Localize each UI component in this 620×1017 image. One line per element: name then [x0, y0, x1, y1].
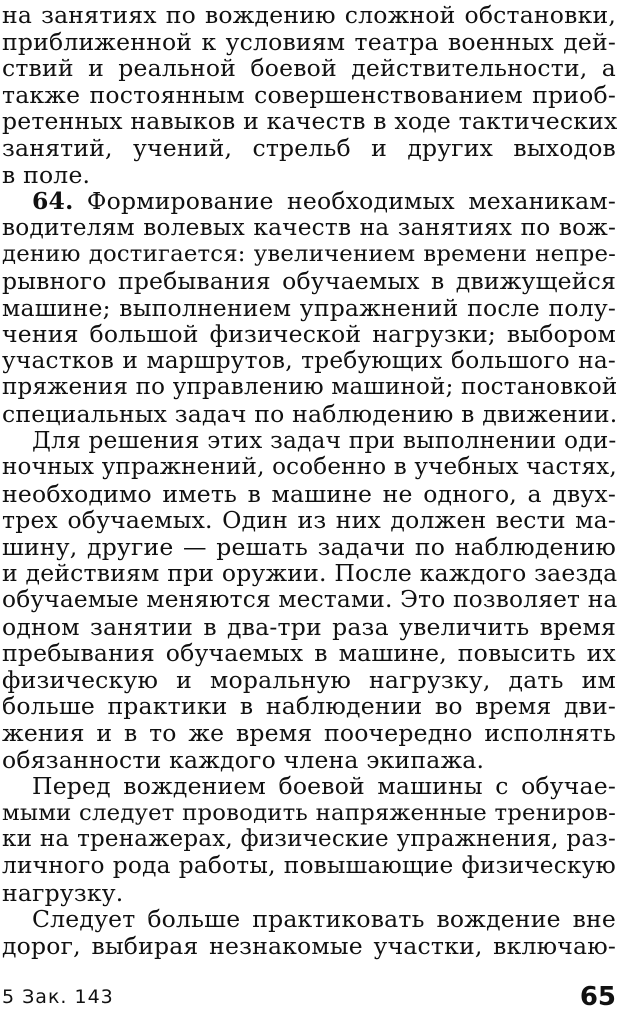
- text-line: Следует больше практиковать вождение вне: [32, 905, 616, 934]
- section-number: 64.: [32, 187, 74, 216]
- text-line: Для решения этих задач при выполнении оди-: [32, 426, 617, 454]
- text-line: шину, другие — решать задачи по наблюдению: [2, 532, 616, 561]
- text-line: пребывания обучаемых в машине, повысить их: [2, 639, 616, 668]
- text-line: обязанности каждого члена экипажа.: [2, 745, 485, 774]
- text-line: больше практики в наблюдении во время дви-: [2, 692, 616, 721]
- text-line: нагрузку.: [2, 878, 124, 907]
- page-number: 65: [579, 982, 616, 1012]
- body-text: [2, 2, 616, 959]
- text-line: необходимо иметь в машине не одного, а двух-: [2, 479, 616, 508]
- text-line: специальных задач по наблюдению в движении.: [2, 399, 618, 428]
- text-line: трех обучаемых. Один из них должен вести ма-: [2, 506, 616, 535]
- text-line: машине; выполнением упражнений после полу-: [2, 293, 616, 322]
- text-line: ки на тренажерах, физические упражнения, раз-: [2, 826, 616, 853]
- text-line: приближенной к условиям театра военных дей-: [2, 27, 616, 56]
- text-line: личного рода работы, повышающие физическую: [2, 852, 616, 879]
- paragraph-64-first-line: [2, 188, 616, 215]
- text-line: обучаемые меняются местами. Это позволяет на: [2, 586, 618, 614]
- text-line: на занятиях по вождению сложной обстановки,: [2, 1, 616, 29]
- text-line: участков и маршрутов, требующих большого на-: [2, 346, 616, 374]
- text-line: в поле.: [2, 160, 91, 189]
- text-line: рывного пребывания обучаемых в движущейся: [2, 266, 616, 295]
- text-line: жения и в то же время поочередно исполнять: [2, 719, 616, 748]
- text-line: ретенных навыков и качеств в ходе тактических: [2, 107, 618, 136]
- text-line: занятий, учений, стрельб и других выходов: [2, 133, 616, 162]
- printer-signature: 5 Зак. 143: [2, 986, 114, 1008]
- text-line: и действиям при оружии. После каждого заезда: [2, 559, 618, 588]
- text-line: физическую и моральную нагрузку, дать им: [2, 665, 616, 694]
- text-line: ствий и реальной боевой действительности, а: [2, 54, 616, 83]
- text-line: дению достигается: увеличением времени непре-: [2, 241, 616, 268]
- text-line: Перед вождением боевой машины с обучае-: [32, 772, 616, 801]
- text-line: также постоянным совершенствованием приоб-: [2, 80, 616, 109]
- book-page: [2, 0, 616, 1017]
- text-line-fragment: Формирование необходимых механикам-: [86, 187, 617, 216]
- text-line: ночных упражнений, особенно в учебных частях,: [2, 454, 617, 481]
- text-line: одном занятии в два-три раза увеличить время: [2, 612, 616, 641]
- page-footer: [2, 982, 616, 1012]
- text-line: мыми следует проводить напряженные трениров-: [2, 799, 616, 826]
- text-line: дорог, выбирая незнакомые участки, включаю-: [2, 931, 616, 960]
- text-line: пряжения по управлению машиной; постановкой: [2, 374, 618, 401]
- text-line: чения большой физической нагрузки; выбором: [2, 320, 616, 349]
- text-line: водителям волевых качеств на занятиях по вож-: [2, 213, 616, 241]
